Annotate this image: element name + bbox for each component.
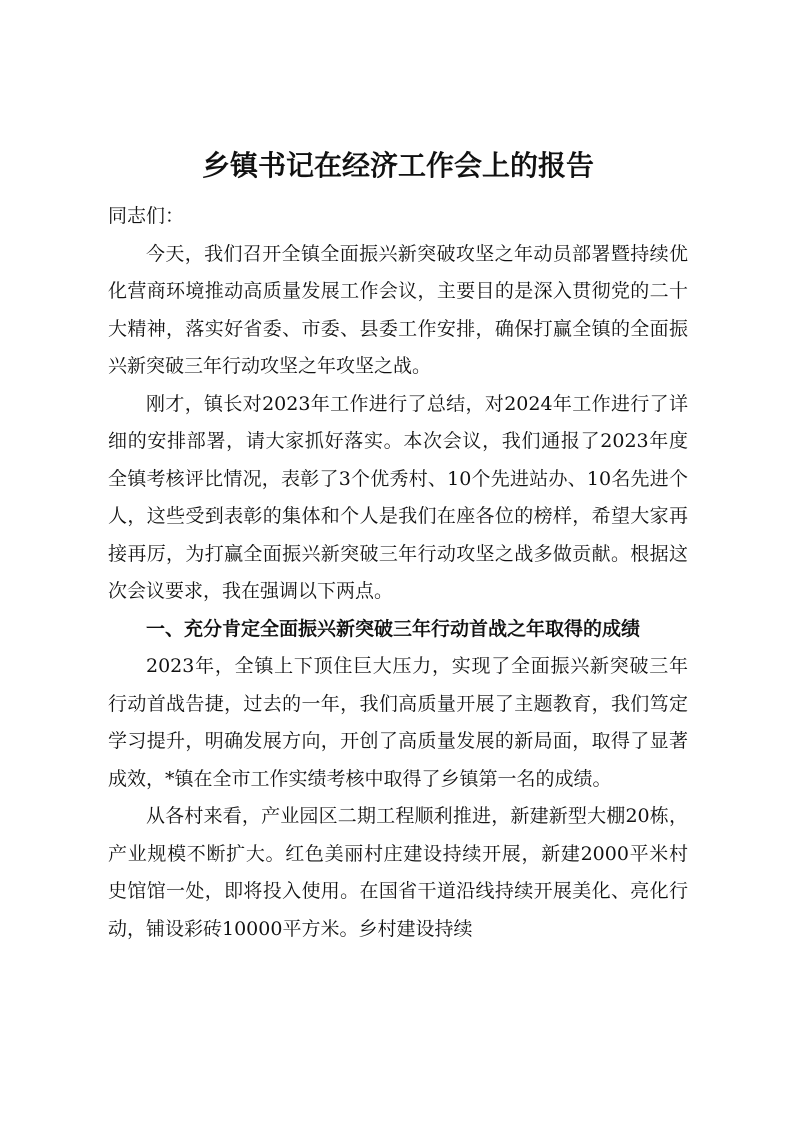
paragraph-1: 今天，我们召开全镇全面振兴新突破攻坚之年动员部署暨持续优化营商环境推动高质量发展工作会议，主要目的是深入贯彻党的二十大精神，落实好省委、市委、县委工作安排，确保打赢全镇的全面振兴新突破三年行动攻坚之年攻坚之战。 <box>108 242 688 377</box>
paragraph-2: 刚才，镇长对2023年工作进行了总结，对2024年工作进行了详细的安排部署，请大家抓好落实。本次会议，我们通报了2023年度全镇考核评比情况，表彰了3个优秀村、10个先进站办、10名先进个人，这些受到表彰的集体和个人是我们在座各位的榜样，希望大家再接再厉，为打赢全面振兴新突破三年行动攻坚之战多做贡献。根据这次会议要求，我在强调以下两点。 <box>108 392 688 602</box>
document-body <box>108 146 688 948</box>
salutation: 同志们： <box>108 205 185 227</box>
paragraph-4: 从各村来看，产业园区二期工程顺利推进，新建新型大棚20栋，产业规模不断扩大。红色美丽村庄建设持续开展，新建2000平米村史馆馆一处，即将投入使用。在国省干道沿线持续开展美化、亮化行动，铺设彩砖10000平方米。乡村建设持续 <box>108 805 688 940</box>
section-heading-1: 一、充分肯定全面振兴新突破三年行动首战之年取得的成绩 <box>146 617 641 640</box>
document-title: 乡镇书记在经济工作会上的报告 <box>201 149 594 182</box>
paragraph-3: 2023年，全镇上下顶住巨大压力，实现了全面振兴新突破三年行动首战告捷，过去的一年，我们高质量开展了主题教育，我们笃定学习提升，明确发展方向，开创了高质量发展的新局面，取得了显著成效，*镇在全市工作实绩考核中取得了乡镇第一名的成绩。 <box>108 655 688 790</box>
